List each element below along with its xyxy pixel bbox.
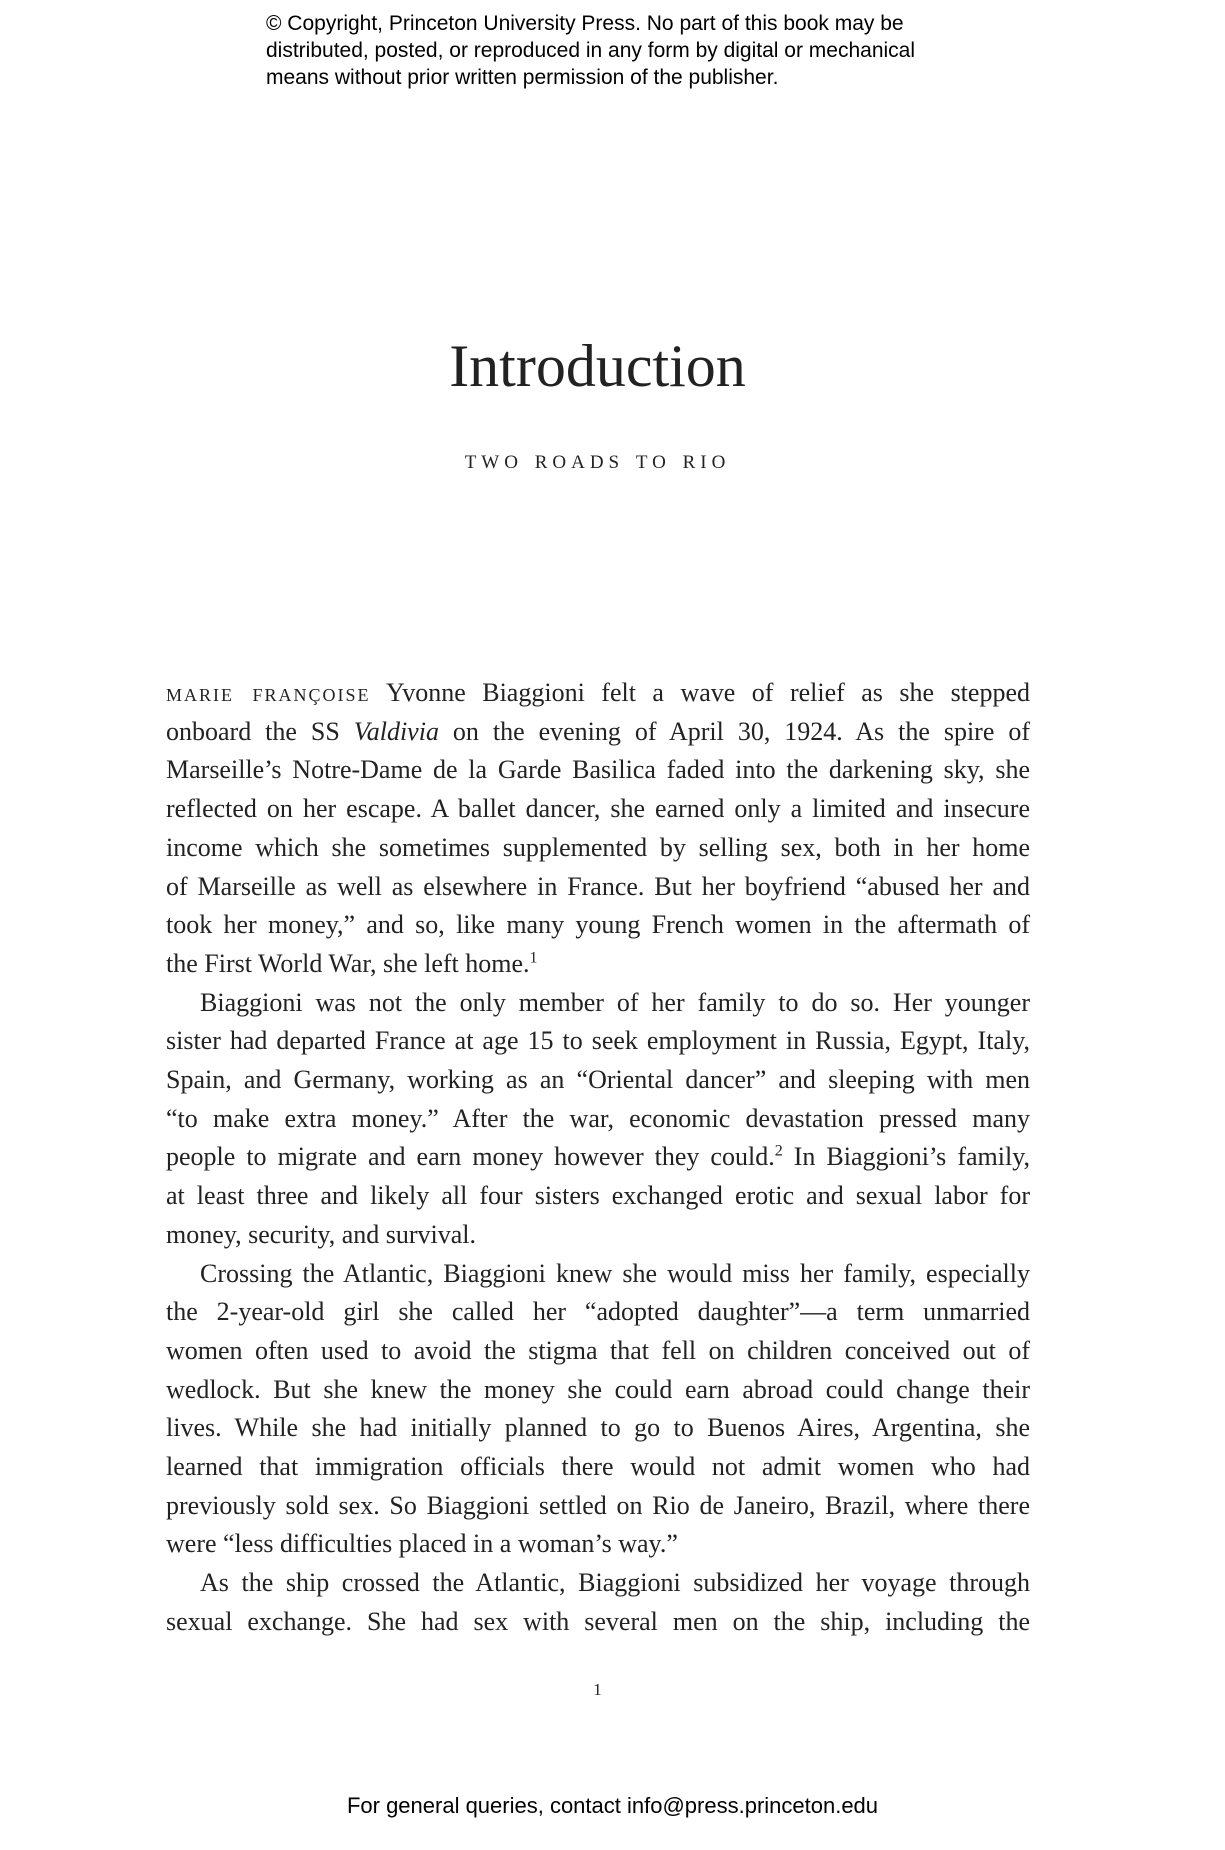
body-line: were “less difficulties placed in a woman’s way.” [166,1529,678,1559]
body-text-run: the First World War, she left home. [166,948,530,978]
body-line: reflected on her escape. A ballet dancer, she earned only a limited and insecure [166,794,1030,824]
body-line: took her money,” and so, like many young French women in the aftermath of [166,910,1030,940]
body-line: Crossing the Atlantic, Biaggioni knew she would miss her family, especially [200,1258,1030,1288]
body-line: learned that immigration officials there would not admit women who had [166,1452,1030,1482]
footnote-ref: 1 [529,949,538,967]
page-number: 1 [593,1680,602,1699]
body-text-run: Yvonne Biaggioni felt a wave of relief as she stepped [370,678,1030,707]
body-line: wedlock. But she knew the money she could earn abroad could change their [166,1374,1030,1404]
body-line [166,1138,1030,1177]
body-line: at least three and likely all four sisters exchanged erotic and sexual labor for [166,1181,1030,1211]
body-text-run: people to migrate and earn money however they could. [166,1142,775,1172]
body-text-run: onboard the SS [166,716,354,746]
chapter-title: Introduction [449,333,746,399]
body-line: women often used to avoid the stigma that fell on children conceived out of [166,1335,1030,1365]
footer-contact: For general queries, contact info@press.princeton.edu [346,1793,879,1818]
body-line: previously sold sex. So Biaggioni settled on Rio de Janeiro, Brazil, where there [166,1490,1030,1520]
chapter-subtitle: two roads to rio [464,444,731,474]
body-line: lives. While she had initially planned to go to Buenos Aires, Argentina, she [166,1413,1030,1443]
body-line: money, security, and survival. [166,1219,476,1249]
lead-smallcaps: marie françoise [166,678,371,707]
body-line [166,945,1030,984]
body-line [166,674,1030,713]
body-line: sexual exchange. She had sex with several men on the ship, including the [166,1606,1030,1636]
body-text-run: on the evening of April 30, 1924. As the spire of [438,716,1030,746]
body-line: Biaggioni was not the only member of her family to do so. Her younger [200,987,1030,1017]
body-line: Spain, and Germany, working as an “Oriental dancer” and sleeping with men [166,1065,1030,1095]
ship-name: Valdivia [353,716,439,746]
copyright-notice [266,10,1026,91]
copyright-line: © Copyright, Princeton University Press. No part of this book may be [266,12,904,35]
body-line: “to make extra money.” After the war, economic devastation pressed many [166,1103,1030,1133]
body-line: the 2-year-old girl she called her “adopted daughter”—a term unmarried [166,1297,1030,1327]
body-line: sister had departed France at age 15 to seek employment in Russia, Egypt, Italy, [166,1026,1030,1056]
copyright-line: distributed, posted, or reproduced in any form by digital or mechanical [266,39,916,62]
body-text-run: In Biaggioni’s family, [782,1142,1031,1172]
footnote-ref: 2 [774,1142,783,1160]
body-line: Marseille’s Notre-Dame de la Garde Basilica faded into the darkening sky, she [166,755,1030,785]
body-line [166,713,1030,752]
copyright-line: means without prior written permission of the publisher. [266,66,779,89]
body-line: As the ship crossed the Atlantic, Biaggioni subsidized her voyage through [200,1568,1030,1598]
body-line: of Marseille as well as elsewhere in France. But her boyfriend “abused her and [166,871,1030,901]
body-line: income which she sometimes supplemented by selling sex, both in her home [166,832,1030,862]
chapter-body [166,674,1030,1642]
